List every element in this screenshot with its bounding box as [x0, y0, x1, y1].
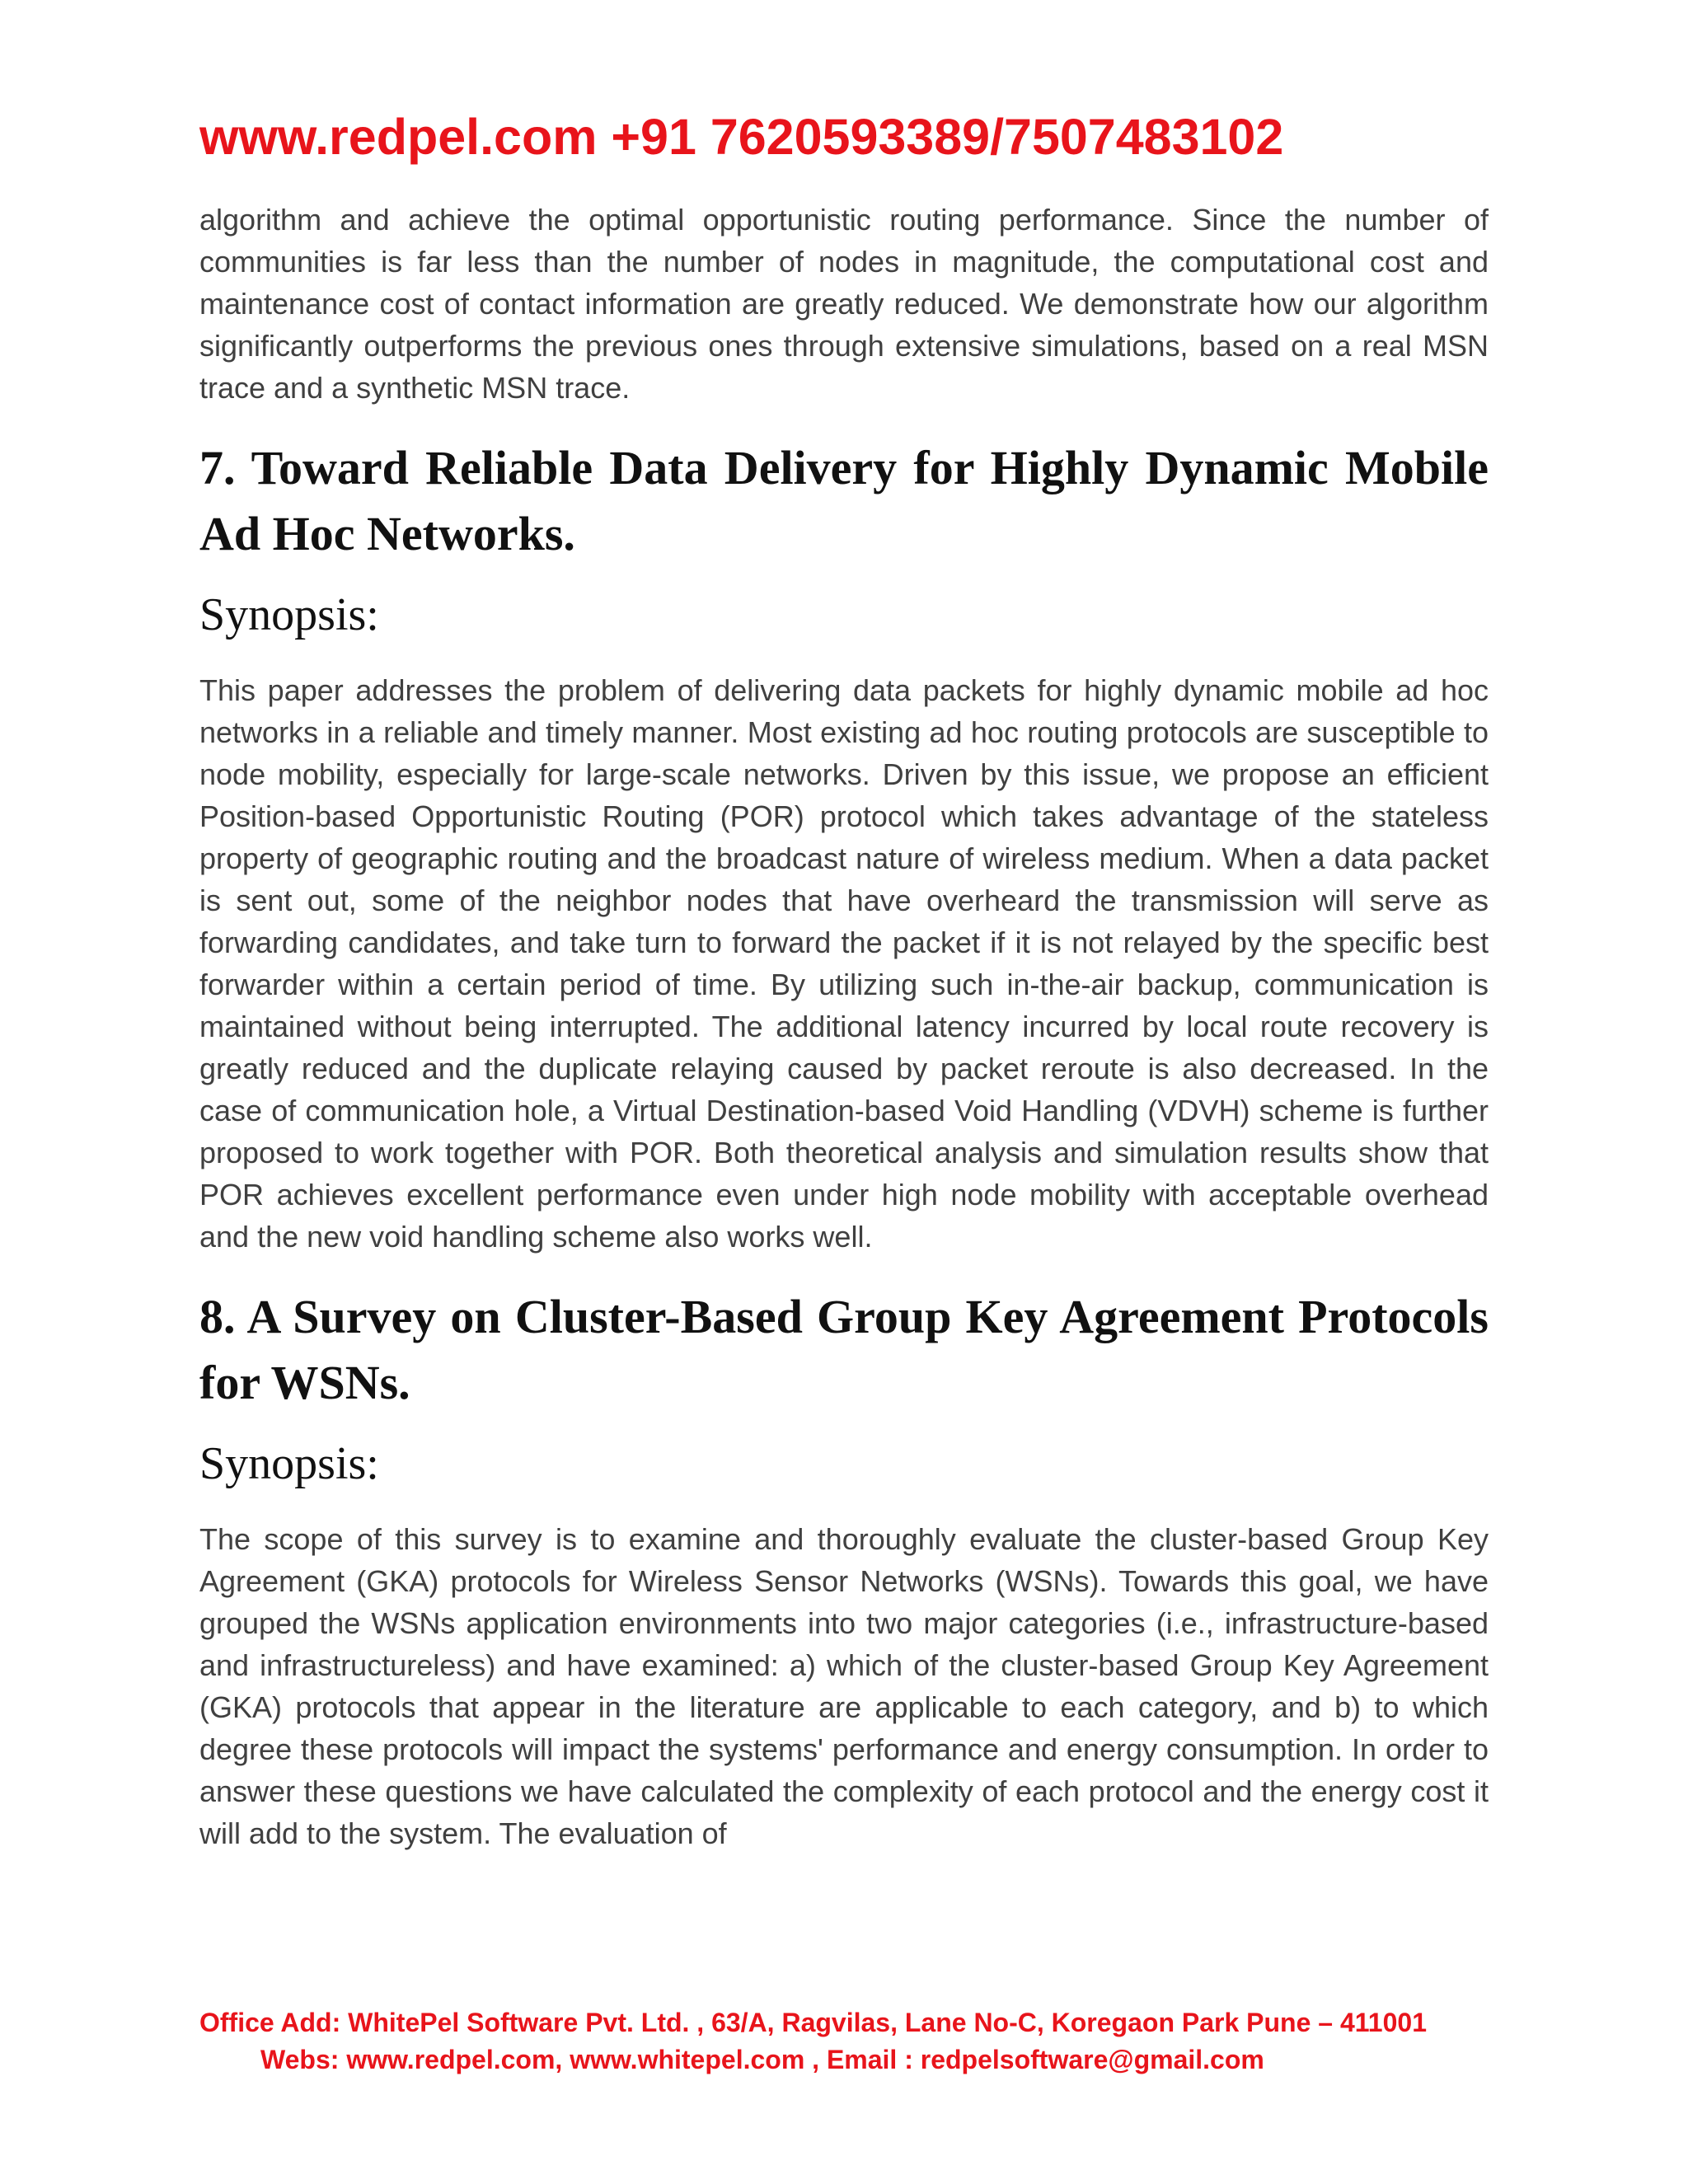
- footer-office-address: Office Add: WhitePel Software Pvt. Ltd. , 63/A, Ragvilas, Lane No-C, Koregaon Park Pune – 411001: [199, 2008, 1427, 2037]
- section-7-body: This paper addresses the problem of delivering data packets for highly dynamic mobile ad hoc networks in a reliable and timely manner. Most existing ad hoc routing protocols are susceptible to node mobility, especially for large-scale networks. Driven by this issue, we propose an efficient Position-based Opportunistic Routing (POR) protocol which takes advantage of the stateless property of geographic routing and the broadcast nature of wireless medium. When a data packet is sent out, some of the neighbor nodes that have overheard the transmission will serve as forwarding candidates, and take turn to forward the packet if it is not relayed by the specific best forwarder within a certain period of time. By utilizing such in-the-air backup, communication is maintained without being interrupted. The additional latency incurred by local route recovery is greatly reduced and the duplicate relaying caused by packet reroute is also decreased. In the case of communication hole, a Virtual Destination-based Void Handling (VDVH) scheme is further proposed to work together with POR. Both theoretical analysis and simulation results show that POR achieves excellent performance even under high node mobility with acceptable overhead and the new void handling scheme also works well.: [199, 673, 1489, 1254]
- section-7-title: 7. Toward Reliable Data Delivery for Highly Dynamic Mobile Ad Hoc Networks.: [199, 441, 1489, 560]
- contact-header: www.redpel.com +91 7620593389/7507483102: [199, 109, 1284, 165]
- page-content: [199, 199, 1489, 1854]
- section-7-synopsis-label: Synopsis:: [199, 589, 379, 640]
- section-8-title: 8. A Survey on Cluster-Based Group Key Agreement Protocols for WSNs.: [199, 1290, 1489, 1409]
- footer-websites-email: Webs: www.redpel.com, www.whitepel.com , Email : redpelsoftware@gmail.com: [260, 2045, 1264, 2074]
- section-8-body: The scope of this survey is to examine and thoroughly evaluate the cluster-based Group Key Agreement (GKA) protocols for Wireless Sensor Networks (WSNs). Towards this goal, we have grouped the WSNs application environments into two major categories (i.e., infrastructure-based and infrastructureless) and have examined: a) which of the cluster-based Group Key Agreement (GKA) protocols that appear in the literature are applicable to each category, and b) to which degree these protocols will impact the systems' performance and energy consumption. In order to answer these questions we have calculated the complexity of each protocol and the energy cost it will add to the system. The evaluation of: [199, 1522, 1489, 1850]
- section-8-synopsis-label: Synopsis:: [199, 1438, 379, 1489]
- intro-paragraph: algorithm and achieve the optimal opportunistic routing performance. Since the number of communities is far less than the number of nodes in magnitude, the computational cost and maintenance cost of contact information are greatly reduced. We demonstrate how our algorithm significantly outperforms the previous ones through extensive simulations, based on a real MSN trace and a synthetic MSN trace.: [199, 203, 1489, 405]
